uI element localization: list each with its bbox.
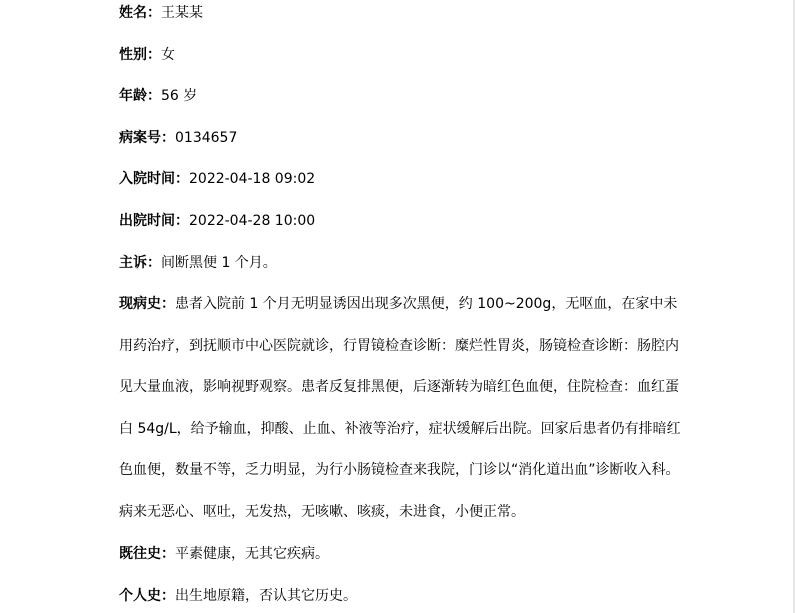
field-admission-time xyxy=(119,169,315,189)
field-gender xyxy=(119,45,175,65)
history-line: 白 54g/L，给予输血，抑酸、止血、补液等治疗，症状缓解后出院。回家后患者仍有排暗红 xyxy=(119,420,681,437)
field-discharge-time-value: 2022-04-28 10:00 xyxy=(189,213,316,229)
field-personal-history-label: 个人史： xyxy=(119,588,175,604)
history-line xyxy=(119,284,681,326)
field-name-label: 姓名： xyxy=(119,5,161,21)
history-line: 色血便，数量不等，乏力明显，为行小肠镜检查来我院，门诊以“消化道出血”诊断收入科。 xyxy=(119,462,680,479)
field-chief-complaint xyxy=(119,253,277,273)
field-age-value: 56 岁 xyxy=(161,88,198,104)
history-line-text: 患者入院前 1 个月无明显诱因出现多次黑便，约 100~200g，无呕血，在家中未 xyxy=(175,296,678,312)
field-admission-time-value: 2022-04-18 09:02 xyxy=(189,171,316,187)
field-discharge-time-label: 出院时间： xyxy=(119,213,189,229)
field-name xyxy=(119,3,203,23)
present-illness-history xyxy=(119,284,681,534)
field-admission-time-label: 入院时间： xyxy=(119,171,189,187)
field-gender-label: 性别： xyxy=(119,47,161,63)
field-past-history-label: 既往史： xyxy=(119,546,175,562)
field-discharge-time xyxy=(119,211,315,231)
present-illness-label: 现病史： xyxy=(119,296,175,312)
history-line: 见大量血液，影响视野观察。患者反复排黑便，后逐渐转为暗红色血便，住院检查：血红蛋 xyxy=(119,379,679,396)
history-line: 病来无恶心、呕吐，无发热，无咳嗽、咳痰，未进食，小便正常。 xyxy=(119,503,525,520)
field-record-number-label: 病案号： xyxy=(119,130,175,146)
field-record-number xyxy=(119,128,237,148)
field-personal-history-value: 出生地原籍，否认其它历史。 xyxy=(175,588,357,604)
field-age-label: 年龄： xyxy=(119,88,161,104)
field-record-number-value: 0134657 xyxy=(175,130,238,146)
field-name-value: 王某某 xyxy=(161,5,203,21)
field-personal-history xyxy=(119,586,357,606)
field-gender-value: 女 xyxy=(161,47,175,63)
field-chief-complaint-label: 主诉： xyxy=(119,255,161,271)
field-past-history-value: 平素健康，无其它疾病。 xyxy=(175,546,329,562)
field-age xyxy=(119,86,197,106)
field-chief-complaint-value: 间断黑便 1 个月。 xyxy=(161,255,277,271)
history-line: 用药治疗，到抚顺市中心医院就诊，行胃镜检查诊断：糜烂性胃炎，肠镜检查诊断：肠腔内 xyxy=(119,337,679,354)
field-past-history xyxy=(119,544,329,564)
